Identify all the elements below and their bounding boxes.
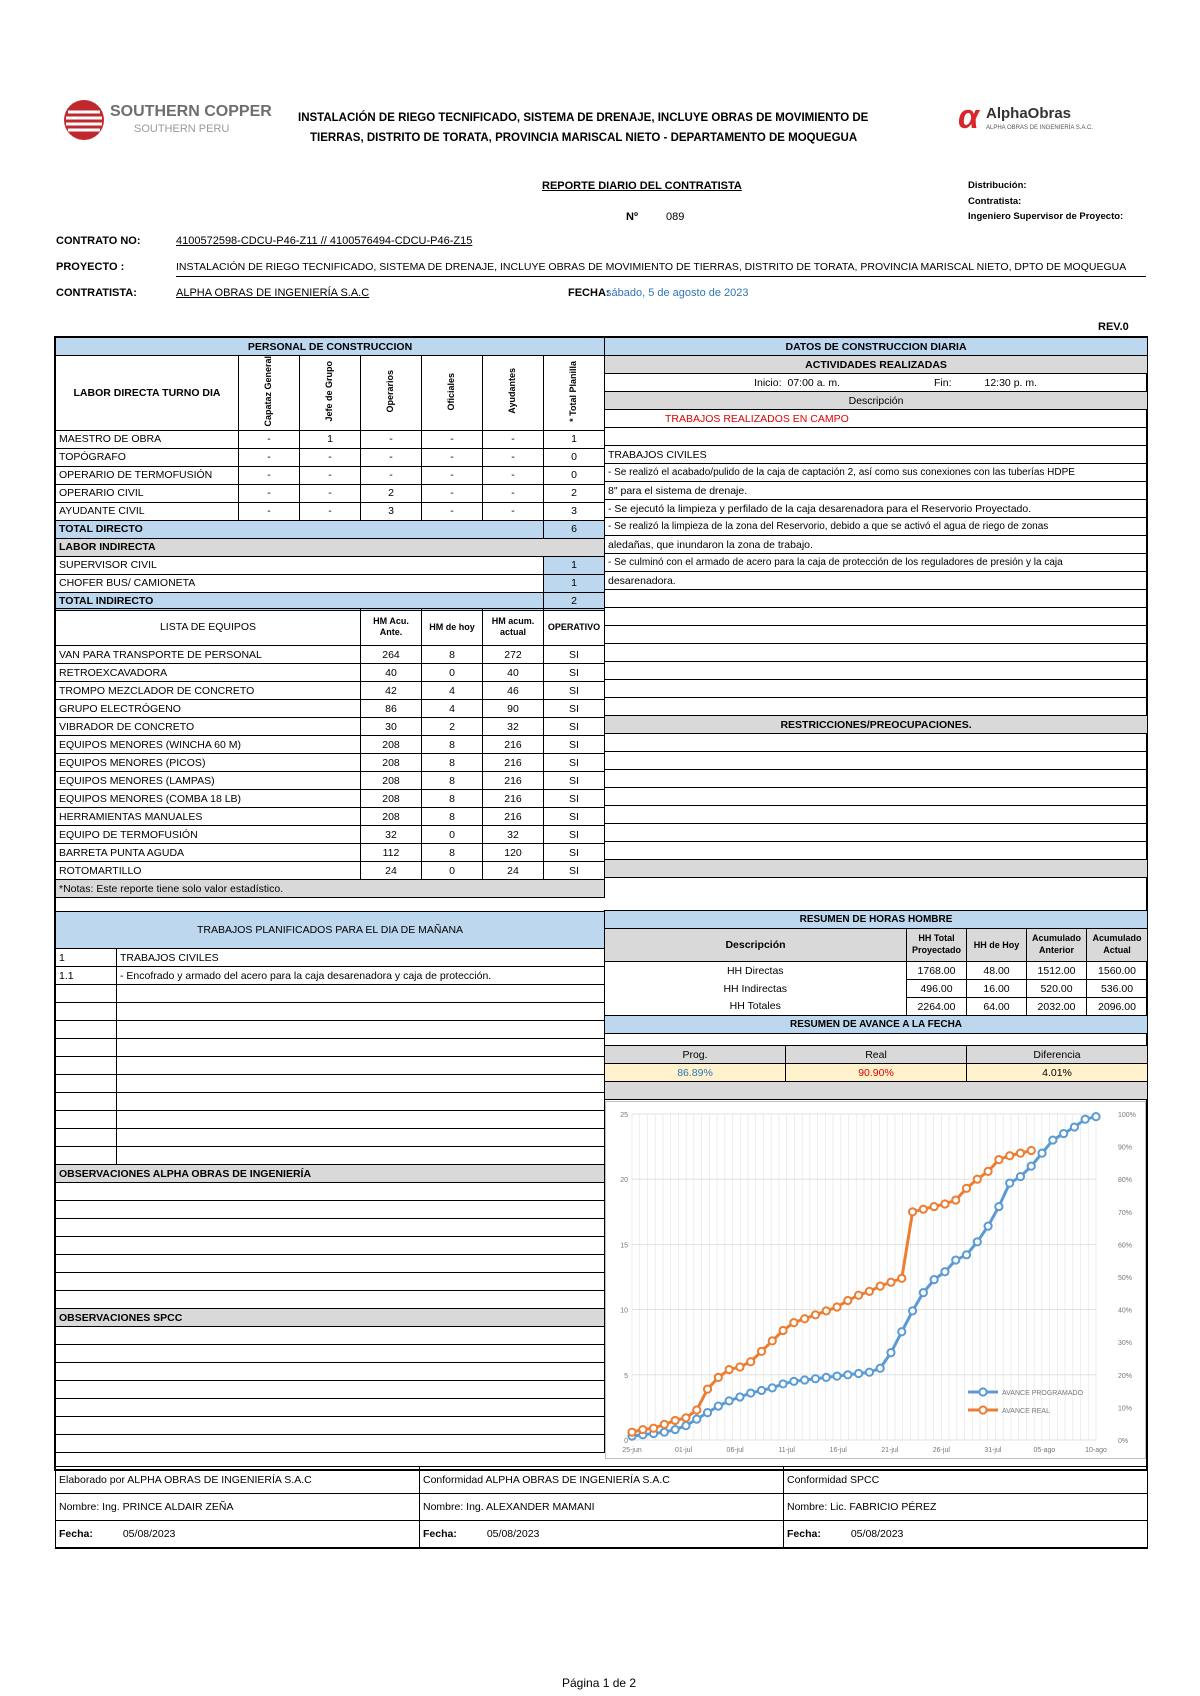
- data-point: [779, 1327, 786, 1334]
- x-tick-label: 10-ago: [1085, 1447, 1107, 1454]
- progress-chart-svg: [606, 1102, 1145, 1458]
- progress-diff: 4.01%: [967, 1064, 1148, 1082]
- data-point: [801, 1315, 808, 1322]
- y2-tick-label: 0%: [1118, 1438, 1129, 1445]
- progress-real: 90.90%: [786, 1064, 967, 1082]
- data-point: [1017, 1173, 1024, 1180]
- data-point: [747, 1389, 754, 1396]
- data-point: [920, 1289, 927, 1296]
- signature-date: 05/08/2023: [122, 1528, 176, 1540]
- date-label: FECHA:: [568, 287, 610, 299]
- y-tick-label: 5: [624, 1372, 628, 1380]
- data-point: [823, 1307, 830, 1314]
- y2-tick-label: 100%: [1118, 1112, 1136, 1119]
- signature-org: Conformidad SPCC: [784, 1467, 1148, 1494]
- data-point: [952, 1196, 959, 1203]
- data-point: [747, 1358, 754, 1365]
- y2-tick-label: 70%: [1118, 1209, 1133, 1217]
- signature-name: Nombre: Lic. FABRICIO PÉREZ: [784, 1494, 1148, 1521]
- data-point: [855, 1370, 862, 1377]
- logo-right-sub: ALPHA OBRAS DE INGENIERÍA S.A.C.: [986, 125, 1094, 131]
- table-row: HERRAMIENTAS MANUALES 208 8 216 SI: [56, 808, 605, 826]
- col-operarios: Operarios: [385, 370, 396, 413]
- x-tick-label: 11-jul: [778, 1447, 795, 1454]
- table-row: RETROEXCAVADORA 40 0 40 SI: [56, 664, 605, 682]
- signature-name: Nombre: Ing. PRINCE ALDAIR ZEÑA: [56, 1494, 420, 1521]
- equipment-table: LISTA DE EQUIPOS HM Acu. Ante. HM de hoy HM acum. actual OPERATIVO VAN PARA TRANSPORTE DE PERSONAL 264 8 272 SI RETROEXCAVADORA 40 0 40 SI TROMPO MEZCLADOR DE CONCRETO 42 4 46 SI GRUPO ELECTRÓGENO 86 4 90 SI VIBRADOR DE CONCRETO 30 2 32 SI EQUIPOS MENORES (WINCHA 60 M) 208 8 216 SI EQUIPOS MENORES (PICOS) 208 8 216 SI EQUIPOS MENORES (LAMPAS) 208 8 216 SI EQUIPOS MENORES (COMBA 18 LB) 208 8 216 SI HERRAMIENTAS MANUALES 208 8 216 SI EQUIPO DE TERMOFUSIÓN 32 0 32 SI BARRETA PUNTA AGUDA 112 8 120 SI ROTOMARTILLO 24 0 24 SI *Notas: Este reporte tiene solo valor estadístico.: [55, 608, 605, 898]
- activity-line: 8" para el sistema de drenaje.: [605, 482, 1148, 500]
- data-point: [1049, 1136, 1056, 1143]
- progress-prog: 86.89%: [605, 1064, 786, 1082]
- data-point: [715, 1374, 722, 1381]
- table-row: EQUIPOS MENORES (LAMPAS) 208 8 216 SI: [56, 772, 605, 790]
- data-point: [833, 1373, 840, 1380]
- data-point: [661, 1429, 668, 1436]
- progress-chart: [605, 1101, 1146, 1459]
- logo-left-main: SOUTHERN COPPER: [110, 103, 272, 120]
- supervisor-label: Ingeniero Supervisor de Proyecto:: [968, 211, 1124, 222]
- activity-line: TRABAJOS CIVILES: [605, 446, 1148, 464]
- hours-table: RESUMEN DE HORAS HOMBRE Descripción HH Total Proyectado HH de Hoy Acumulado Anterior Acumulado Actual HH Directas 1768.00 48.00 1512.00 1560.00 HH Indirectas 496.00 16.00 520.00 536.00 HH Totales 2264.00 64.00 2032.00 2096.00 RESUMEN DE AVANCE A LA FECHA: [604, 910, 1148, 1034]
- table-row: MAESTRO DE OBRA - 1 - - - 1: [56, 430, 605, 448]
- activity-line: desarenadora.: [605, 572, 1148, 590]
- table-row: EQUIPOS MENORES (COMBA 18 LB) 208 8 216 SI: [56, 790, 605, 808]
- data-point: [693, 1406, 700, 1413]
- southern-copper-icon: [62, 98, 106, 142]
- activity-line: [605, 428, 1148, 446]
- data-point: [790, 1319, 797, 1326]
- personal-title: PERSONAL DE CONSTRUCCION: [56, 338, 605, 356]
- data-point: [995, 1203, 1002, 1210]
- legend-marker: [979, 1388, 986, 1395]
- table-row: EQUIPOS MENORES (PICOS) 208 8 216 SI: [56, 754, 605, 772]
- table-row: SUPERVISOR CIVIL 1: [56, 556, 605, 574]
- header-title-line2: TIERRAS, DISTRITO DE TORATA, PROVINCIA MARISCAL NIETO - DEPARTAMENTO DE MOQUEGUA: [310, 132, 858, 144]
- project-underline: [176, 276, 1146, 277]
- legend-label: AVANCE PROGRAMADO: [1002, 1390, 1084, 1397]
- y-tick-label: 10: [620, 1307, 628, 1315]
- data-point: [941, 1200, 948, 1207]
- data-point: [801, 1376, 808, 1383]
- data-point: [855, 1292, 862, 1299]
- signature-date-label: Fecha:: [423, 1528, 457, 1540]
- data-point: [984, 1223, 991, 1230]
- daily-table: [604, 337, 1148, 878]
- data-point: [779, 1380, 786, 1387]
- y2-tick-label: 60%: [1118, 1242, 1133, 1250]
- logo-left-sub: SOUTHERN PERU: [134, 123, 230, 135]
- data-point: [1071, 1123, 1078, 1130]
- x-tick-label: 25-jun: [622, 1447, 642, 1454]
- data-point: [769, 1337, 776, 1344]
- data-point: [898, 1328, 905, 1335]
- signatures-table: [55, 1466, 1148, 1549]
- data-point: [931, 1203, 938, 1210]
- x-tick-label: 16-jul: [829, 1447, 847, 1454]
- date-value: sábado, 5 de agosto de 2023: [606, 287, 749, 299]
- contratista-label: CONTRATISTA:: [56, 287, 137, 299]
- data-point: [758, 1387, 765, 1394]
- data-point: [758, 1348, 765, 1355]
- series-line: [632, 1151, 1031, 1433]
- y2-tick-label: 20%: [1118, 1372, 1133, 1380]
- data-point: [833, 1303, 840, 1310]
- contratista-value: ALPHA OBRAS DE INGENIERÍA S.A.C: [176, 287, 370, 299]
- data-point: [812, 1375, 819, 1382]
- data-point: [823, 1374, 830, 1381]
- obs-alpha-row: OBSERVACIONES ALPHA OBRAS DE INGENIERÍA: [56, 1165, 605, 1183]
- personal-table: [55, 337, 605, 611]
- y2-tick-label: 80%: [1118, 1177, 1133, 1185]
- distribution-label: Distribución:: [968, 180, 1027, 191]
- contract-label: CONTRATO NO:: [56, 235, 141, 247]
- direct-labor-header: LABOR DIRECTA TURNO DIA: [56, 356, 239, 431]
- data-point: [877, 1283, 884, 1290]
- data-point: [866, 1288, 873, 1295]
- col-ayudantes: Ayudantes: [507, 368, 518, 415]
- data-point: [1006, 1152, 1013, 1159]
- indirect-header-row: LABOR INDIRECTA: [56, 538, 605, 556]
- data-point: [866, 1369, 873, 1376]
- x-tick-label: 21-jul: [881, 1447, 899, 1454]
- planned-title: TRABAJOS PLANIFICADOS PARA EL DIA DE MAÑANA: [56, 912, 605, 949]
- table-row: EQUIPOS MENORES (WINCHA 60 M) 208 8 216 SI: [56, 736, 605, 754]
- data-point: [844, 1371, 851, 1378]
- table-row: 1.1 - Encofrado y armado del acero para la caja desarenadora y caja de protección.: [56, 967, 605, 985]
- table-row: OPERARIO CIVIL - - 2 - - 2: [56, 484, 605, 502]
- table-row: OPERARIO DE TERMOFUSIÓN - - - - - 0: [56, 466, 605, 484]
- data-point: [877, 1365, 884, 1372]
- legend-label: AVANCE REAL: [1002, 1408, 1050, 1415]
- data-point: [1060, 1130, 1067, 1137]
- y2-tick-label: 90%: [1118, 1144, 1133, 1152]
- contract-value: 4100572598-CDCU-P46-Z11 // 4100576494-CDCU-P46-Z15: [176, 235, 473, 247]
- table-row: 1 TRABAJOS CIVILES: [56, 949, 605, 967]
- obs-spcc-row: OBSERVACIONES SPCC: [56, 1309, 605, 1327]
- data-point: [704, 1386, 711, 1393]
- y-tick-label: 20: [620, 1177, 628, 1185]
- col-capataz: Capataz General: [263, 356, 274, 427]
- signature-org: Elaborado por ALPHA OBRAS DE INGENIERÍA S.A.C: [56, 1467, 420, 1494]
- data-point: [1017, 1150, 1024, 1157]
- data-point: [639, 1426, 646, 1433]
- table-row: VAN PARA TRANSPORTE DE PERSONAL 264 8 272 SI: [56, 646, 605, 664]
- data-point: [974, 1238, 981, 1245]
- data-point: [909, 1208, 916, 1215]
- alpha-obras-logo: [958, 100, 1118, 140]
- x-tick-label: 01-jul: [674, 1447, 693, 1454]
- page-number: Página 1 de 2: [562, 1676, 637, 1690]
- restrictions-title: RESTRICCIONES/PREOCUPACIONES.: [605, 716, 1148, 734]
- col-total: * Total Planilla: [568, 360, 579, 422]
- data-point: [682, 1414, 689, 1421]
- header-title-line1: INSTALACIÓN DE RIEGO TECNIFICADO, SISTEMA DE DRENAJE, INCLUYE OBRAS DE MOVIMIENTO DE: [298, 112, 869, 124]
- col-oficiales: Oficiales: [446, 372, 457, 411]
- data-point: [920, 1206, 927, 1213]
- data-point: [769, 1384, 776, 1391]
- table-row: TOPÓGRAFO - - - - - 0: [56, 448, 605, 466]
- data-point: [941, 1268, 948, 1275]
- y2-tick-label: 10%: [1118, 1405, 1133, 1413]
- data-point: [887, 1349, 894, 1356]
- data-point: [909, 1307, 916, 1314]
- alpha-symbol-icon: α: [958, 98, 980, 136]
- table-row: HH Directas 1768.00 48.00 1512.00 1560.00: [605, 962, 1148, 980]
- y-tick-label: 15: [620, 1242, 628, 1250]
- data-point: [1028, 1163, 1035, 1170]
- data-point: [931, 1276, 938, 1283]
- x-tick-label: 31-jul: [984, 1447, 1002, 1454]
- data-point: [736, 1393, 743, 1400]
- activity-line: - Se culminó con el armado de acero para la caja de protección de los reguladores de presión y la caja: [605, 554, 1148, 572]
- total-indirect-row: TOTAL INDIRECTO 2: [56, 592, 605, 610]
- data-point: [704, 1409, 711, 1416]
- daily-title: DATOS DE CONSTRUCCION DIARIA: [605, 338, 1148, 356]
- data-point: [726, 1366, 733, 1373]
- data-point: [726, 1397, 733, 1404]
- contractor-label: Contratista:: [968, 196, 1022, 207]
- report-number: 089: [666, 211, 685, 223]
- table-row: VIBRADOR DE CONCRETO 30 2 32 SI: [56, 718, 605, 736]
- data-point: [715, 1402, 722, 1409]
- data-point: [1092, 1113, 1099, 1120]
- report-title: REPORTE DIARIO DEL CONTRATISTA: [542, 180, 742, 192]
- col-jefe: Jefe de Grupo: [324, 361, 335, 422]
- data-point: [1028, 1147, 1035, 1154]
- data-point: [672, 1426, 679, 1433]
- progress-title: RESUMEN DE AVANCE A LA FECHA: [605, 1016, 1148, 1034]
- data-point: [963, 1185, 970, 1192]
- planned-table: [55, 911, 605, 1453]
- hours-title: RESUMEN DE HORAS HOMBRE: [605, 911, 1148, 929]
- signature-org: Conformidad ALPHA OBRAS DE INGENIERÍA S.A.C: [420, 1467, 784, 1494]
- time-row: Inicio: 07:00 a. m. Fin: 12:30 p. m.: [605, 374, 1148, 392]
- data-point: [1082, 1116, 1089, 1123]
- x-tick-label: 05-ago: [1033, 1447, 1056, 1454]
- activity-line: - Se ejecutó la limpieza y perfilado de la caja desarenadora para el Reservorio Proyectado.: [605, 500, 1148, 518]
- x-tick-label: 06-jul: [726, 1447, 744, 1454]
- data-point: [974, 1176, 981, 1183]
- table-row: BARRETA PUNTA AGUDA 112 8 120 SI: [56, 844, 605, 862]
- data-point: [952, 1256, 959, 1263]
- activity-line: aledañas, que inundaron la zona de trabajo.: [605, 536, 1148, 554]
- data-point: [995, 1156, 1002, 1163]
- y-tick-label: 0: [624, 1438, 628, 1445]
- data-point: [812, 1311, 819, 1318]
- total-direct-row: TOTAL DIRECTO 6: [56, 520, 605, 538]
- table-row: HH Indirectas 496.00 16.00 520.00 536.00: [605, 980, 1148, 998]
- y2-tick-label: 50%: [1118, 1275, 1133, 1282]
- data-point: [887, 1279, 894, 1286]
- activity-line: TRABAJOS REALIZADOS EN CAMPO: [605, 410, 1148, 428]
- data-point: [661, 1421, 668, 1428]
- data-point: [628, 1429, 635, 1436]
- signature-date-label: Fecha:: [59, 1528, 93, 1540]
- data-point: [1038, 1150, 1045, 1157]
- activity-line: - Se realizó la limpieza de la zona del Reservorio, debido a que se activó el agua de riego de zonas: [605, 518, 1148, 536]
- table-row: TROMPO MEZCLADOR DE CONCRETO 42 4 46 SI: [56, 682, 605, 700]
- y-tick-label: 25: [620, 1112, 628, 1119]
- x-tick-label: 26-jul: [932, 1447, 950, 1454]
- data-point: [693, 1416, 700, 1423]
- data-point: [672, 1417, 679, 1424]
- table-row: AYUDANTE CIVIL - - 3 - - 3: [56, 502, 605, 520]
- activities-title: ACTIVIDADES REALIZADAS: [605, 356, 1148, 374]
- table-row: EQUIPO DE TERMOFUSIÓN 32 0 32 SI: [56, 826, 605, 844]
- equipment-note-row: *Notas: Este reporte tiene solo valor estadístico.: [56, 880, 605, 898]
- signature-date: 05/08/2023: [486, 1528, 540, 1540]
- signature-name: Nombre: Ing. ALEXANDER MAMANI: [420, 1494, 784, 1521]
- table-row: CHOFER BUS/ CAMIONETA 1: [56, 574, 605, 592]
- progress-values-row: [605, 1064, 1148, 1082]
- y2-tick-label: 40%: [1118, 1307, 1133, 1315]
- report-number-label: Nº: [626, 211, 638, 223]
- data-point: [963, 1251, 970, 1258]
- southern-copper-logo: [62, 98, 272, 142]
- legend-marker: [979, 1406, 986, 1413]
- y2-tick-label: 30%: [1118, 1340, 1133, 1348]
- data-point: [984, 1168, 991, 1175]
- description-header: Descripción: [605, 392, 1148, 410]
- project-label: PROYECTO :: [56, 261, 125, 273]
- data-point: [650, 1425, 657, 1432]
- equipment-title: LISTA DE EQUIPOS: [56, 609, 361, 646]
- signature-date: 05/08/2023: [850, 1528, 904, 1540]
- revision: REV.0: [1098, 321, 1129, 333]
- activity-line: - Se realizó el acabado/pulido de la caja de captación 2, así como sus conexiones con las tuberías HDPE: [605, 464, 1148, 482]
- table-row: GRUPO ELECTRÓGENO 86 4 90 SI: [56, 700, 605, 718]
- data-point: [736, 1363, 743, 1370]
- data-point: [1006, 1180, 1013, 1187]
- logo-right-main: AlphaObras: [986, 105, 1072, 122]
- progress-table: Prog. Real Diferencia 86.89% 90.90% 4.01%: [604, 1045, 1148, 1100]
- table-row: HH Totales 2264.00 64.00 2032.00 2096.00: [605, 998, 1148, 1016]
- data-point: [844, 1297, 851, 1304]
- data-point: [898, 1275, 905, 1282]
- data-point: [682, 1422, 689, 1429]
- table-row: ROTOMARTILLO 24 0 24 SI: [56, 862, 605, 880]
- project-value: INSTALACIÓN DE RIEGO TECNIFICADO, SISTEMA DE DRENAJE, INCLUYE OBRAS DE MOVIMIENTO DE TIERRAS, DISTRITO DE TORATA, PROVINCIA MARISCAL NIETO, DPTO DE MOQUEGUA: [176, 261, 1127, 273]
- signature-date-label: Fecha:: [787, 1528, 821, 1540]
- data-point: [790, 1378, 797, 1385]
